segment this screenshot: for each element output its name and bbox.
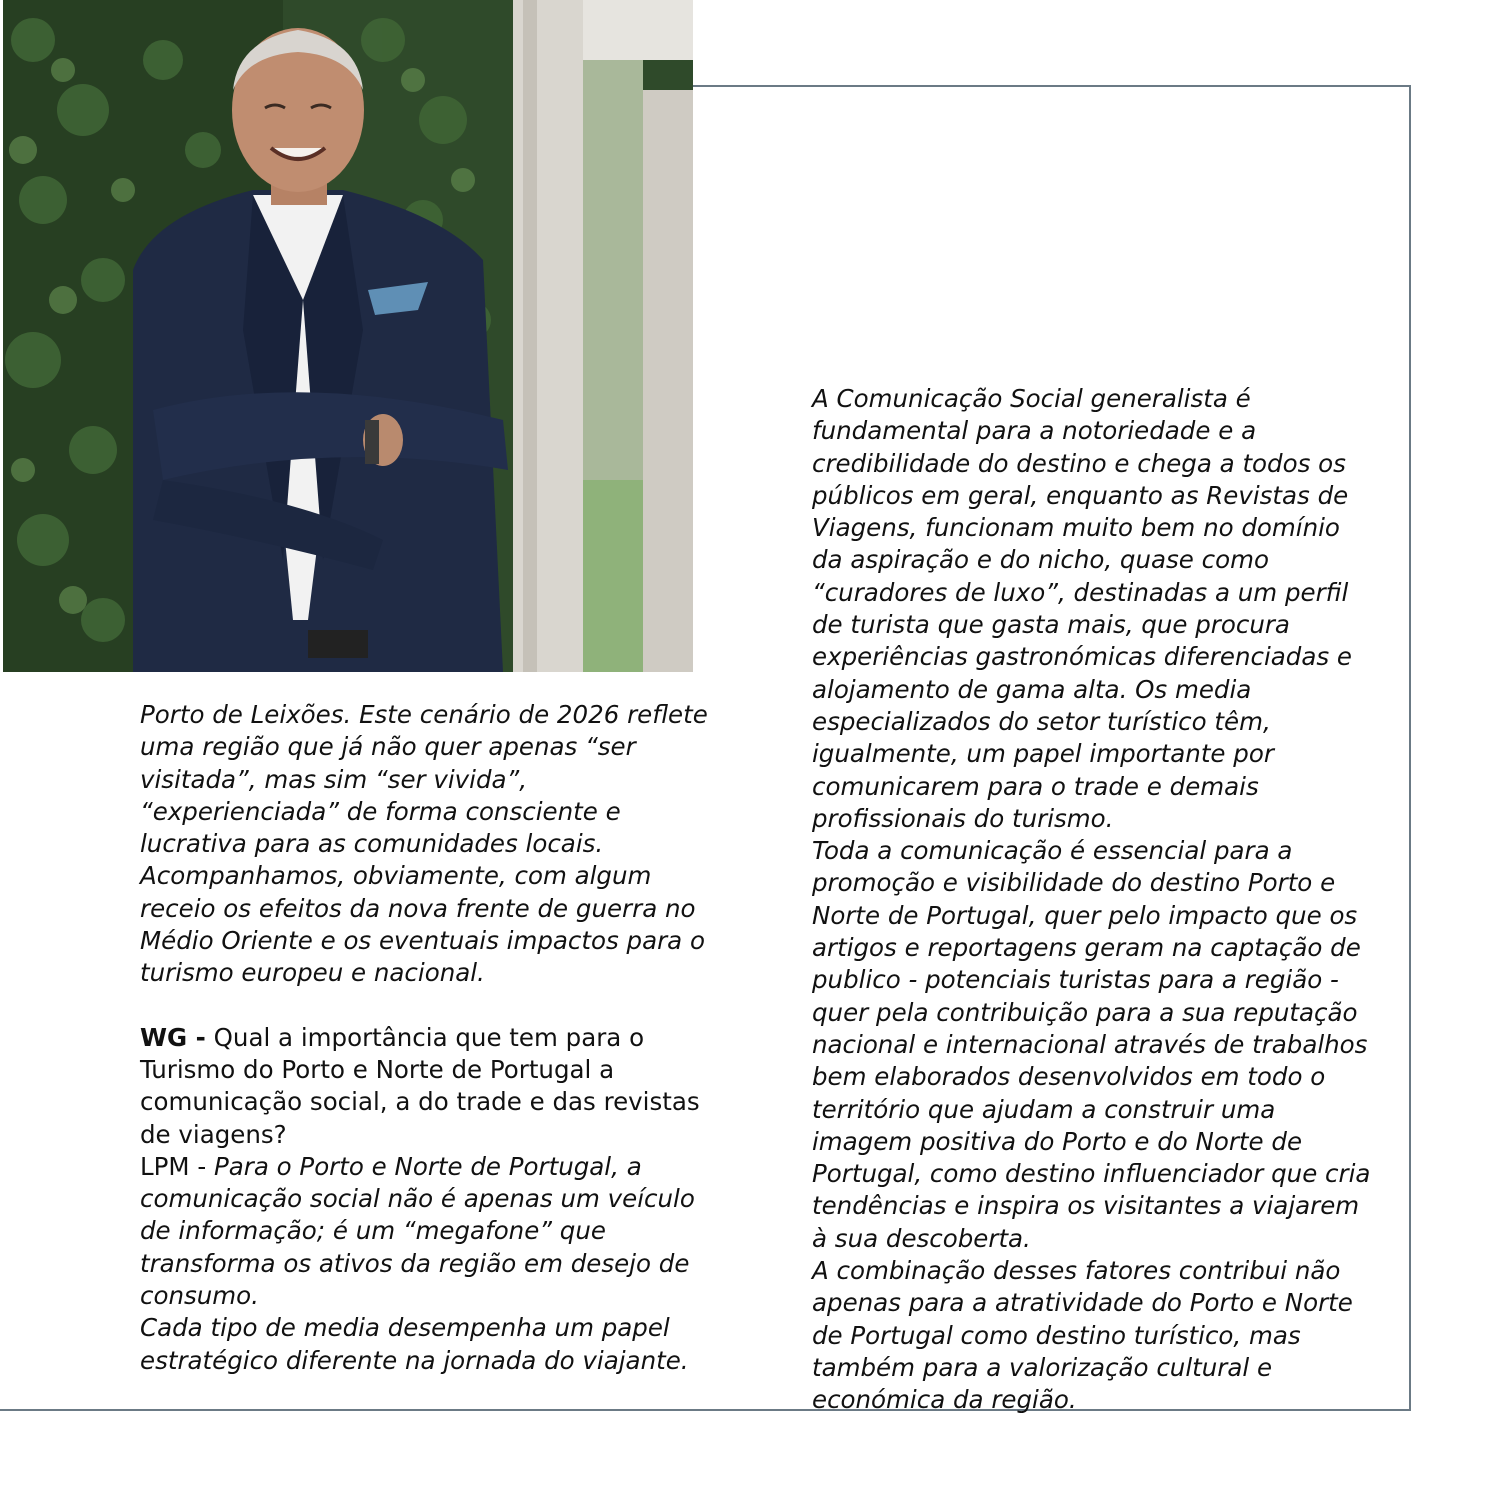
answer-paragraph <box>140 1151 710 1312</box>
question-text: Qual a importância que tem para o Turismo do Porto e Norte de Portugal a comunicação social, a do trade e das revistas de viagens? <box>140 1022 700 1149</box>
answer-continuation: Cada tipo de media desempenha um papel estratégico diferente na jornada do viajante. <box>140 1313 689 1375</box>
right-paragraph-2: Toda a comunicação é essencial para a promoção e visibilidade do destino Porto e Norte de Portugal, quer pelo impacto que os artigos e reportagens geram na captação de publico - potenciais turistas para a região - quer pela contribuição para a sua reputação nacional e internacional através de trabalhos bem elaborados desenvolvidos em todo o território que ajudam a construir uma imagem positiva do Porto e do Norte de Portugal, como destino influenciador que cria tendências e inspira os visitantes a viajarem à sua descoberta. <box>812 836 1371 1253</box>
left-text-column <box>140 699 710 1377</box>
intro-paragraph: Porto de Leixões. Este cenário de 2026 reflete uma região que já não quer apenas “ser visitada”, mas sim “ser vivida”, “experienciada” de forma consciente e lucrativa para as comunidades locais. Acompanhamos, obviamente, com algum receio os efeitos da nova frente de guerra no Médio Oriente e os eventuais impactos para o turismo europeu e nacional. <box>140 700 708 988</box>
question-paragraph <box>140 1022 710 1151</box>
frame-right-line <box>1409 85 1411 1411</box>
right-paragraph-3: A combinação desses fatores contribui não apenas para a atratividade do Porto e Norte de Portugal como destino turístico, mas também para a valorização cultural e económica da região. <box>812 1256 1353 1415</box>
answer-text: Para o Porto e Norte de Portugal, a comunicação social não é apenas um veículo de informação; é um “megafone” que transforma os ativos da região em desejo de consumo. <box>140 1151 695 1311</box>
answer-label: LPM - <box>140 1151 214 1181</box>
frame-top-line <box>693 85 1411 87</box>
portrait-photo <box>3 0 693 672</box>
right-text-column <box>812 383 1372 1417</box>
question-label: WG - <box>140 1022 206 1052</box>
right-paragraph-1: A Comunicação Social generalista é fundamental para a notoriedade e a credibilidade do destino e chega a todos os públicos em geral, enquanto as Revistas de Viagens, funcionam muito bem no domínio da aspiração e do nicho, quase como “curadores de luxo”, destinadas a um perfil de turista que gasta mais, que procura experiências gastronómicas diferenciadas e alojamento de gama alta. Os media especializados do setor turístico têm, igualmente, um papel importante por comunicarem para o trade e demais profissionais do turismo. <box>812 384 1352 833</box>
